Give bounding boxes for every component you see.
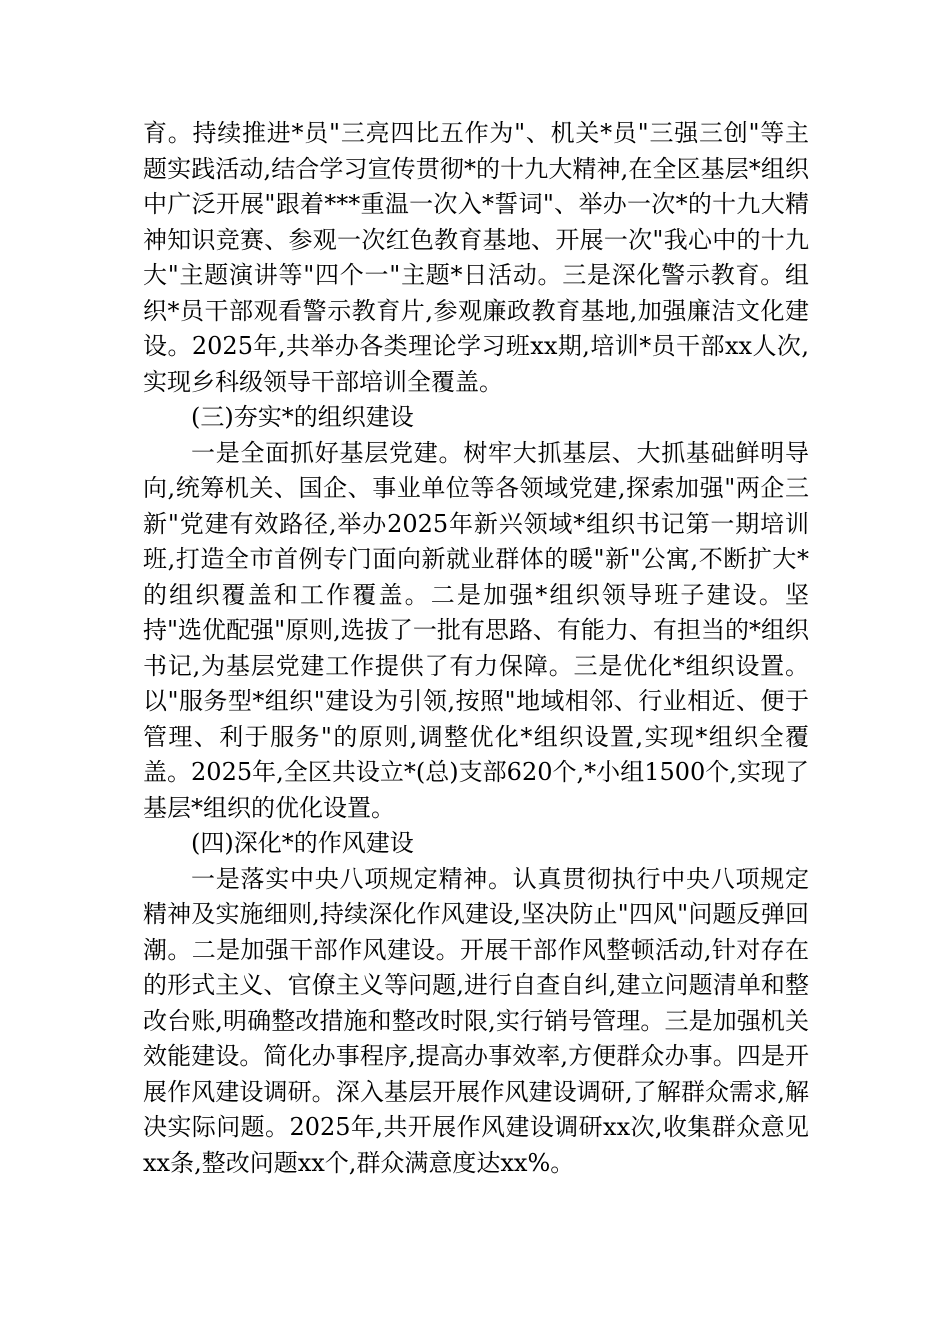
section-heading: (三)夯实*的组织建设 [191, 403, 414, 431]
body-paragraph: 一是落实中央八项规定精神。认真贯彻执行中央八项规定精神及实施细则,持续深化作风建设,坚决防止"四风"问题反弹回潮。二是加强干部作风建设。开展干部作风整顿活动,针对存在的形式主义、官僚主义等问题,进行自查自纠,建立问题清单和整改台账,明确整改措施和整改时限,实行销号管理。三是加强机关效能建设。简化办事程序,提高办事效率,方便群众办事。四是开展作风建设调研。深入基层开展作风建设调研,了解群众需求,解决实际问题。2025年,共开展作风建设调研xx次,收集群众意见xx条,整改问题xx个,群众满意度达xx%。 [143, 864, 809, 1177]
section-heading: (四)深化*的作风建设 [191, 829, 414, 857]
document-page [143, 116, 809, 1181]
body-paragraph: 育。持续推进*员"三亮四比五作为"、机关*员"三强三创"等主题实践活动,结合学习宣传贯彻*的十九大精神,在全区基层*组织中广泛开展"跟着***重温一次入*誓词"、举办一次*的十九大精神知识竞赛、参观一次红色教育基地、开展一次"我心中的十九大"主题演讲等"四个一"主题*日活动。三是深化警示教育。组织*员干部观看警示教育片,参观廉政教育基地,加强廉洁文化建设。2025年,共举办各类理论学习班xx期,培训*员干部xx人次,实现乡科级领导干部培训全覆盖。 [143, 119, 809, 396]
body-paragraph: 一是全面抓好基层党建。树牢大抓基层、大抓基础鲜明导向,统筹机关、国企、事业单位等各领域党建,探索加强"两企三新"党建有效路径,举办2025年新兴领域*组织书记第一期培训班,打造全市首例专门面向新就业群体的暖"新"公寓,不断扩大*的组织覆盖和工作覆盖。二是加强*组织领导班子建设。坚持"选优配强"原则,选拔了一批有思路、有能力、有担当的*组织书记,为基层党建工作提供了有力保障。三是优化*组织设置。以"服务型*组织"建设为引领,按照"地域相邻、行业相近、便于管理、利于服务"的原则,调整优化*组织设置,实现*组织全覆盖。2025年,全区共设立*(总)支部620个,*小组1500个,实现了基层*组织的优化设置。 [143, 438, 809, 822]
